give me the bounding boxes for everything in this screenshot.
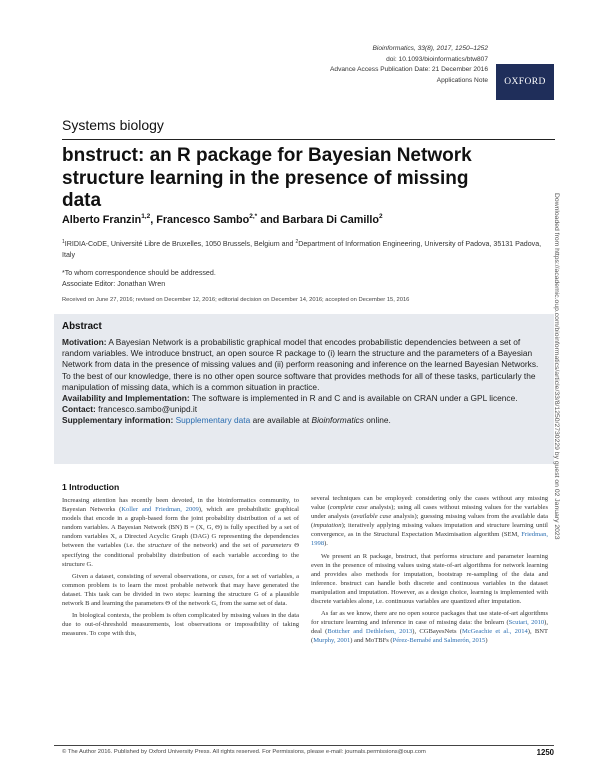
page-number: 1250 xyxy=(536,748,554,757)
paragraph: As far as we know, there are no open source packages that use state-of-art algorithms for structure learning and inference in case of missing data: the bnlearn (Scutari, 2010), deal (Bottcher and Dethlefsen, 2013), CGBayesNets (McGeachie et al., 2014), BNT (Murphy, 2001) and MoTBFs (Pérez-Bernabé and Salmerón, 2015) xyxy=(311,610,548,645)
author-affil-mark: 2,* xyxy=(249,213,258,220)
availability-text: The software is implemented in R and C and is available on CRAN under a GPL licence. xyxy=(189,393,518,404)
header-divider xyxy=(62,139,555,140)
abstract-availability xyxy=(62,393,548,404)
doi-link[interactable]: doi: 10.1093/bioinformatics/btw807 xyxy=(386,55,488,63)
footer-divider xyxy=(54,745,554,746)
author-name[interactable]: Alberto Franzin xyxy=(62,214,142,226)
correspondence-note: *To whom correspondence should be addressed. xyxy=(62,269,216,277)
affil-mark: 2 xyxy=(295,239,299,245)
contact-email[interactable]: francesco.sambo@unipd.it xyxy=(95,404,198,415)
author-list xyxy=(62,213,383,226)
affil-text: IRIDIA-CoDE, Université Libre de Bruxelles, 1050 Brussels, Belgium and xyxy=(64,240,296,248)
affiliations xyxy=(62,237,542,261)
paper-title: bnstruct: an R package for Bayesian Network structure learning in the presence of missing data xyxy=(62,145,472,211)
availability-label: Availability and Implementation: xyxy=(62,393,190,404)
paragraph: Given a dataset, consisting of several observations, or cases, for a set of variables, a common problem is to learn the most probable network that may have generated the dataset. This task can be divided in two steps: learning the structure G of a plausible network B and learning the parameters Θ of the network G, from the same set of data. xyxy=(62,572,299,608)
citation-link[interactable]: McGeachie et al., 2014 xyxy=(461,628,528,636)
author-affil-mark: 2 xyxy=(379,213,383,220)
motivation-text: A Bayesian Network is a probabilistic graphical model that encodes probabilistic dependencies between a set of random variables. We introduce bnstruct, an open source R package to (i) learn the structure and the parameters of a Bayesian Network from data in the presence of missing values and (ii) perform reasoning and inference on the learned Bayesian Networks. To the best of our knowledge, there is no other open source software that provides methods for all of these tasks, particularly the manipulation of missing data, which is a common situation in practice. xyxy=(62,337,539,392)
column-left xyxy=(62,496,299,641)
citation-link[interactable]: Scutari, 2010 xyxy=(508,619,545,627)
author-name[interactable]: , Francesco Sambo xyxy=(150,214,250,226)
author-affil-mark: 1,2 xyxy=(141,213,151,220)
paragraph: several techniques can be employed: considering only the cases without any missing value (complete case analysis); using all cases without missing values for the variables under analysis (available case analysis); guessing missing values from the available data (imputation); iteratively applying missing values imputation and structure learning until convergence, as in the Structural Expectation Maximisation algorithm (SEM, Friedman, 1998). xyxy=(311,495,549,548)
associate-editor: Associate Editor: Jonathan Wren xyxy=(62,280,166,288)
journal-citation: Bioinformatics, 33(8), 2017, 1250–1252 xyxy=(372,45,488,52)
supplementary-link[interactable]: Supplementary data xyxy=(173,415,251,426)
citation-link[interactable]: Friedman, 1998 xyxy=(311,531,548,548)
abstract-supplementary xyxy=(62,415,548,426)
journal-name: Bioinformatics xyxy=(311,415,364,426)
intro-heading: 1 Introduction xyxy=(62,482,120,492)
abstract-body xyxy=(62,337,548,427)
citation-link[interactable]: Bottcher and Dethlefsen, 2013 xyxy=(327,628,413,636)
paragraph: In biological contexts, the problem is often complicated by missing values in the data due to out-of-threshold measurements, lost observations or impossibility of taking measures. To cope with this, xyxy=(62,612,299,638)
motivation-label: Motivation: xyxy=(62,337,107,347)
section-label: Systems biology xyxy=(62,117,164,133)
header-meta xyxy=(228,44,488,86)
affil-text: Department of Information Engineering, University of Padova, 35131 Padova, Italy xyxy=(62,240,542,259)
citation-link[interactable]: Pérez-Bernabé and Salmerón, 2015 xyxy=(392,637,486,645)
received-dates: Received on June 27, 2016; revised on December 12, 2016; editorial decision on December 14, 2016; accepted on December 15, 2016 xyxy=(62,297,410,303)
advance-access-date: Advance Access Publication Date: 21 December 2016 xyxy=(330,66,488,74)
download-watermark: Downloaded from https://academic.oup.com/bioinformatics/article/33/8/1250/2730229 by guest on 02 January 2023 xyxy=(553,193,560,540)
paragraph: We present an R package, bnstruct, that performs structure and parameter learning even in the presence of missing values using state-of-art algorithms for network learning and provides also methods for imputation, bootstrap re-sampling of the data and inference. bnstruct can handle both discrete and continuous variables in the dataset manipulation and imputation. However, as a design choice, learning is implemented with discrete variables alone, i.e. continuous variables are quantized after imputation. xyxy=(311,552,548,606)
citation-link[interactable]: Murphy, 2001 xyxy=(313,637,351,645)
abstract-motivation xyxy=(62,337,548,393)
supplementary-label: Supplementary information: xyxy=(62,415,174,426)
copyright-footer: © The Author 2016. Published by Oxford University Press. All rights reserved. For Permissions, please e-mail: journals.permissions@oup.com xyxy=(62,749,426,755)
abstract-heading: Abstract xyxy=(62,321,102,332)
column-right xyxy=(311,494,548,649)
affil-mark: 1 xyxy=(62,239,65,245)
abstract-contact xyxy=(62,404,548,415)
supplementary-text: are available at xyxy=(250,415,312,426)
article-type: Applications Note xyxy=(436,76,488,84)
paragraph: Increasing attention has recently been devoted, in the bioinformatics community, to Bayesian Networks (Koller and Friedman, 2009), which are probabilistic graphical models that encode in a graph-based form the joint probability distribution of a set of random variables. A Bayesian Network (BN) B = (X, G, Θ) is fully specified by a set of random variables X, a Directed Acyclic Graph (DAG) G representing the dependencies between the variables (i.e. the structure of the network) and the set of parameters Θ specifying the conditional probability distribution of each variable according to the structure G. xyxy=(62,497,299,568)
supplementary-text: online. xyxy=(363,415,391,426)
oxford-logo: OXFORD xyxy=(496,64,554,100)
citation-link[interactable]: Koller and Friedman, 2009 xyxy=(121,506,199,514)
contact-label: Contact: xyxy=(62,404,96,415)
correspondence-block xyxy=(62,268,462,290)
author-name[interactable]: and Barbara Di Camillo xyxy=(257,214,380,226)
